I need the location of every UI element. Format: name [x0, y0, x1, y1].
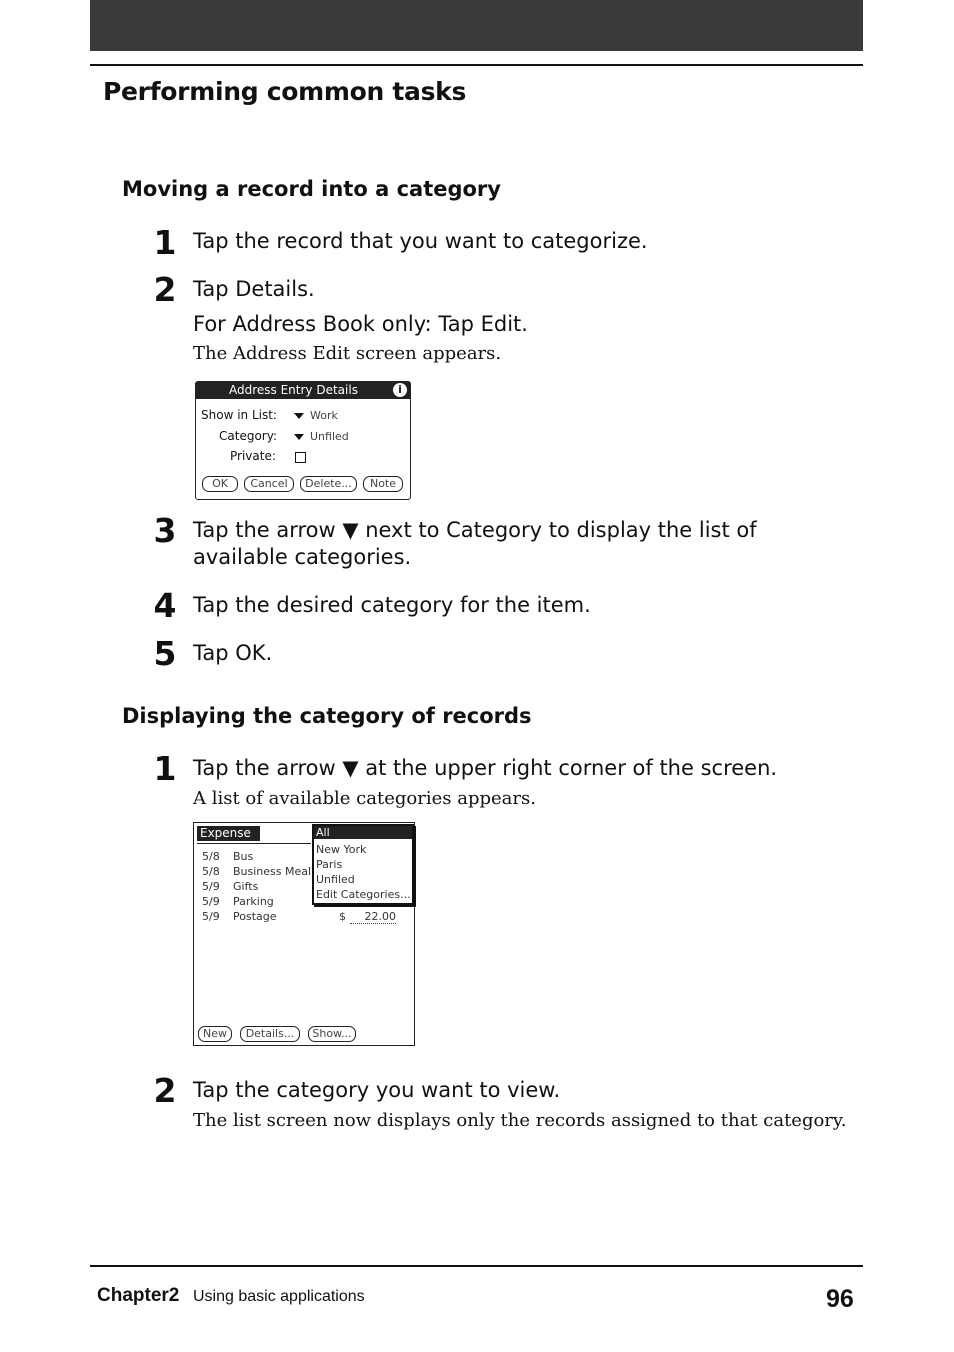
- list-item[interactable]: 5/8 Bus: [202, 850, 254, 863]
- step-number: 2: [153, 270, 177, 309]
- title-underline: [197, 843, 311, 844]
- private-label: Private:: [230, 449, 276, 463]
- cancel-button[interactable]: Cancel: [244, 476, 294, 492]
- step-number: 2: [153, 1071, 177, 1110]
- ok-button[interactable]: OK: [202, 476, 238, 492]
- show-in-list-value[interactable]: Work: [310, 409, 338, 422]
- menu-item[interactable]: Unfiled: [316, 873, 355, 886]
- step-extra: For Address Book only: Tap Edit.: [193, 312, 528, 336]
- section-title-displaying: Displaying the category of records: [122, 704, 532, 728]
- dropdown-arrow-icon[interactable]: [294, 413, 304, 419]
- note-button[interactable]: Note: [363, 476, 403, 492]
- list-item[interactable]: 5/9 Parking: [202, 895, 274, 908]
- page-title: Performing common tasks: [103, 77, 467, 106]
- menu-item[interactable]: Paris: [316, 858, 343, 871]
- header-bar: [90, 0, 863, 51]
- details-button[interactable]: Details...: [240, 1026, 300, 1042]
- footer-subtitle: Using basic applications: [193, 1288, 365, 1305]
- expense-list-screen: [193, 822, 415, 1046]
- menu-item[interactable]: Edit Categories...: [316, 888, 411, 901]
- page-number: 96: [826, 1285, 854, 1313]
- dropdown-arrow-icon[interactable]: [294, 434, 304, 440]
- delete-button[interactable]: Delete...: [300, 476, 357, 492]
- step-note: The list screen now displays only the records assigned to that category.: [193, 1110, 847, 1131]
- step-number: 5: [153, 634, 177, 673]
- step-number: 1: [153, 749, 177, 788]
- list-item[interactable]: 5/8 Business Meal: [202, 865, 312, 878]
- step-number: 3: [153, 511, 177, 550]
- screen-title: Address Entry Details: [229, 383, 358, 397]
- step-note: A list of available categories appears.: [193, 788, 536, 809]
- info-icon[interactable]: i: [393, 383, 407, 397]
- step-text: Tap Details.: [193, 277, 315, 301]
- footer-rule: [90, 1265, 863, 1267]
- step-text: Tap the record that you want to categorize.: [193, 229, 648, 253]
- step-note: The Address Edit screen appears.: [193, 343, 502, 364]
- list-item[interactable]: 5/9 Gifts: [202, 880, 259, 893]
- amount-field[interactable]: $ 22.00: [339, 910, 396, 923]
- category-value[interactable]: Unfiled: [310, 430, 349, 443]
- show-in-list-label: Show in List:: [201, 408, 277, 422]
- step-text: Tap the desired category for the item.: [193, 593, 591, 617]
- header-rule: [90, 64, 863, 66]
- screen-title-bar: [196, 382, 410, 399]
- step-text: Tap the arrow ▼ next to Category to display the list of available categories.: [193, 518, 757, 569]
- step-text: Tap the category you want to view.: [193, 1078, 561, 1102]
- section-title-moving: Moving a record into a category: [122, 177, 501, 201]
- address-entry-details-screen: [195, 381, 411, 500]
- app-title[interactable]: Expense: [197, 826, 260, 841]
- step-text: Tap the arrow ▼ at the upper right corner of the screen.: [193, 756, 778, 780]
- list-item[interactable]: 5/9 Postage: [202, 910, 277, 923]
- menu-item-selected[interactable]: All: [314, 826, 412, 839]
- menu-item[interactable]: New York: [316, 843, 367, 856]
- footer-chapter: Chapter2: [97, 1285, 180, 1306]
- step-number: 4: [153, 586, 177, 625]
- new-button[interactable]: New: [198, 1026, 232, 1042]
- show-button[interactable]: Show...: [308, 1026, 356, 1042]
- category-label: Category:: [219, 429, 277, 443]
- step-text: Tap OK.: [193, 641, 273, 665]
- step-number: 1: [153, 223, 177, 262]
- category-popup-menu[interactable]: [312, 824, 414, 905]
- private-checkbox[interactable]: [295, 452, 306, 463]
